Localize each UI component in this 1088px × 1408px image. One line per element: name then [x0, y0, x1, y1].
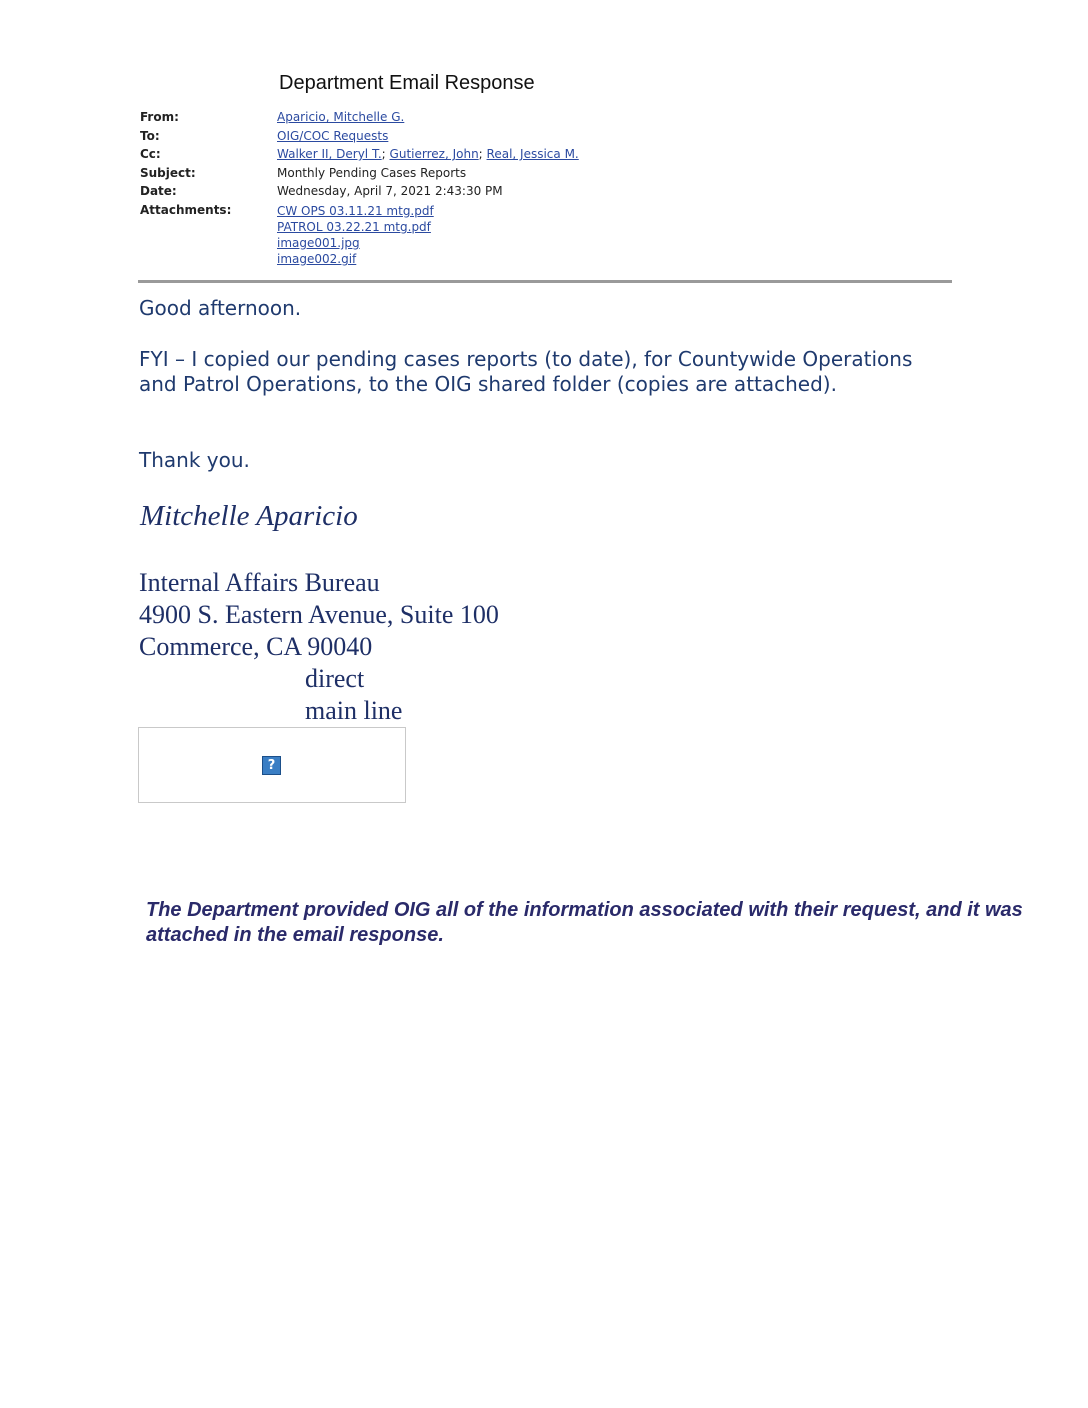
attachment-link[interactable]: CW OPS 03.11.21 mtg.pdf: [277, 203, 434, 218]
to-row: [140, 129, 860, 148]
signature-direct-label: direct: [305, 664, 365, 693]
signature-address-line1: 4900 S. Eastern Avenue, Suite 100: [139, 600, 499, 629]
body-paragraph: FYI – I copied our pending cases reports (to date), for Countywide Operations and Patrol Operations, to the OIG shared folder (copies are attached).: [139, 347, 913, 396]
cc-link-walker[interactable]: Walker II, Deryl T.: [277, 147, 382, 162]
cc-link-real[interactable]: Real, Jessica M.: [486, 147, 579, 162]
cc-row: [140, 147, 860, 166]
subject-label: Subject:: [140, 165, 196, 180]
attachment-link[interactable]: PATROL 03.22.21 mtg.pdf: [277, 219, 431, 234]
attachment-link[interactable]: image001.jpg: [277, 235, 360, 250]
broken-image-icon: ?: [262, 756, 281, 775]
signature-address-line2: Commerce, CA 90040: [139, 632, 373, 661]
signature-mainline-label: main line: [305, 696, 403, 725]
from-link[interactable]: Aparicio, Mitchelle G.: [277, 110, 405, 124]
page-title: Department Email Response: [279, 72, 535, 94]
subject-value: Monthly Pending Cases Reports: [277, 165, 467, 180]
attachment-link[interactable]: image002.gif: [277, 251, 357, 266]
to-label: To:: [140, 128, 160, 143]
closing: Thank you.: [139, 448, 250, 472]
signature-name: Mitchelle Aparicio: [140, 500, 358, 532]
signature-image-placeholder: [138, 727, 406, 803]
reviewer-note: The Department provided OIG all of the information associated with their request, and it was attached in the email response.: [146, 899, 1023, 946]
greeting: Good afternoon.: [139, 296, 302, 320]
cc-link-gutierrez[interactable]: Gutierrez, John: [389, 147, 479, 162]
attachments-row: [140, 203, 860, 267]
date-row: [140, 184, 860, 203]
cc-separator: ;: [381, 147, 386, 162]
cc-label: Cc:: [140, 147, 161, 162]
attachments-label: Attachments:: [140, 202, 232, 217]
header-divider: [138, 280, 952, 283]
cc-separator: ;: [478, 147, 483, 162]
email-header: [140, 110, 860, 267]
subject-row: [140, 166, 860, 185]
signature-org: Internal Affairs Bureau: [139, 568, 380, 597]
to-link[interactable]: OIG/COC Requests: [277, 128, 389, 143]
date-value: Wednesday, April 7, 2021 2:43:30 PM: [277, 184, 503, 199]
from-label: From:: [140, 110, 179, 124]
date-label: Date:: [140, 184, 177, 199]
from-row: [140, 110, 860, 129]
